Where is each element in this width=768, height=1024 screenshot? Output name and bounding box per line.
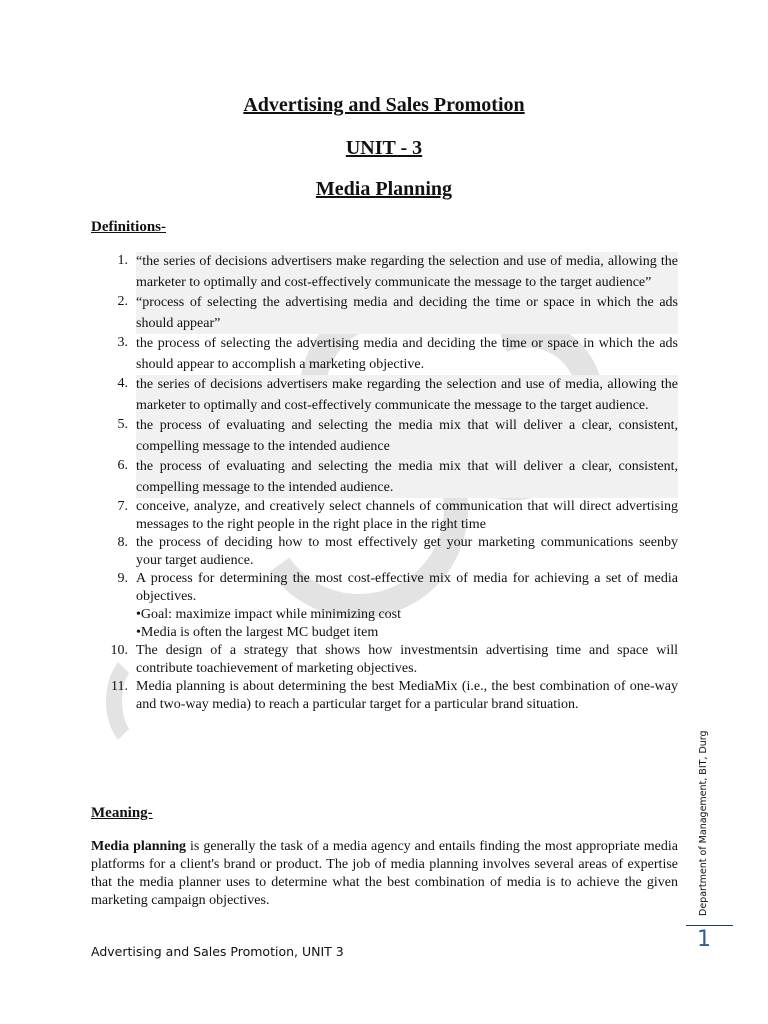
list-text: the process of evaluating and selecting the media mix that will deliver a clear, consistent, compelling message to the intended audience.: [136, 457, 678, 498]
list-item: [91, 642, 678, 678]
list-subpoint: •Goal: maximize impact while minimizing cost: [136, 607, 402, 622]
list-item: [91, 375, 678, 416]
list-subpoint: •Media is often the largest MC budget item: [136, 625, 379, 640]
list-number: 10.: [110, 643, 128, 658]
page-number: 1: [697, 927, 711, 952]
list-item: [91, 534, 678, 570]
meaning-heading: Meaning-: [91, 805, 153, 821]
list-text: The design of a strategy that shows how investmentsin advertising time and space will contribute toachievement of marketing objectives.: [136, 643, 678, 676]
list-item: [91, 570, 678, 642]
list-number: 2.: [117, 294, 128, 309]
list-item: [91, 416, 678, 457]
list-number: 9.: [117, 571, 128, 586]
list-item-body: [136, 570, 678, 642]
meaning-paragraph: [91, 838, 678, 910]
department-label: Department of Management, BIT, Durg: [698, 730, 709, 916]
footer-divider: [686, 925, 733, 926]
list-item: [91, 293, 678, 334]
list-text: Media planning is about determining the best MediaMix (i.e., the best combination of one-way and two-way media) to reach a particular target for a particular brand situation.: [136, 679, 678, 712]
list-number: 11.: [111, 679, 128, 694]
list-item: [91, 457, 678, 498]
list-text: “the series of decisions advertisers make regarding the selection and use of media, allowing the marketer to optimally and cost-effectively communicate the message to the target audience”: [136, 252, 678, 293]
list-text: conceive, analyze, and creatively select channels of communication that will direct advertising messages to the right people in the right place in the right time: [136, 499, 678, 532]
list-number: 6.: [117, 458, 128, 473]
list-number: 7.: [117, 499, 128, 514]
list-text: A process for determining the most cost-effective mix of media for achieving a set of media objectives.: [136, 571, 678, 604]
list-text: the process of deciding how to most effectively get your marketing communications seenby your target audience.: [136, 535, 678, 568]
list-number: 3.: [117, 335, 128, 350]
list-item: [91, 334, 678, 375]
list-number: 5.: [117, 417, 128, 432]
page-footer: Advertising and Sales Promotion, UNIT 3: [91, 944, 344, 959]
list-number: 1.: [117, 253, 128, 268]
meaning-term: Media planning: [91, 839, 187, 854]
definitions-heading: Definitions-: [91, 219, 166, 235]
list-text: “process of selecting the advertising media and deciding the time or space in which the ads should appear”: [136, 293, 678, 334]
list-item: [91, 252, 678, 293]
list-number: 8.: [117, 535, 128, 550]
topic-heading: Media Planning: [315, 178, 453, 200]
list-item: [91, 498, 678, 534]
list-number: 4.: [117, 376, 128, 391]
list-text: the process of evaluating and selecting the media mix that will deliver a clear, consistent, compelling message to the intended audience: [136, 416, 678, 457]
unit-heading: UNIT - 3: [345, 137, 423, 159]
list-text: the process of selecting the advertising media and deciding the time or space in which the ads should appear to accomplish a marketing objective.: [136, 336, 678, 372]
definitions-list: [91, 252, 678, 714]
list-text: the series of decisions advertisers make regarding the selection and use of media, allowing the marketer to optimally and cost-effectively communicate the message to the target audience.: [136, 375, 678, 416]
list-item: [91, 678, 678, 714]
document-title: Advertising and Sales Promotion: [243, 94, 525, 116]
meaning-body: is generally the task of a media agency and entails finding the most appropriate media platforms for a client's brand or product. The job of media planning involves several areas of expertise that the media planner uses to determine what the best combination of media is to achieve the given marketing campaign objectives.: [91, 839, 678, 908]
